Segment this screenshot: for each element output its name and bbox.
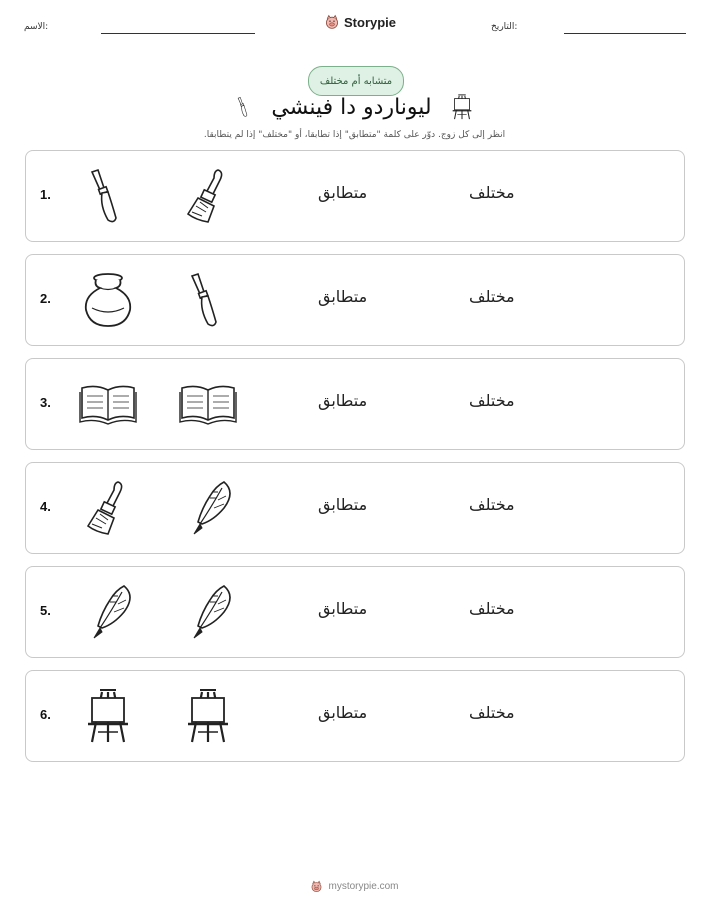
easel-icon: [448, 93, 476, 121]
name-label: الاسم:: [24, 22, 49, 32]
question-row: [25, 670, 685, 762]
same-option[interactable]: متطابق: [318, 183, 368, 202]
easel-icon: [78, 686, 138, 746]
different-option[interactable]: مختلف: [469, 599, 515, 618]
ink-pot-icon: [78, 270, 138, 330]
same-option[interactable]: متطابق: [318, 703, 368, 722]
date-line[interactable]: [564, 33, 686, 34]
question-row: [25, 254, 685, 346]
pig-mascot-icon: [310, 880, 323, 893]
quill-pen-icon: [78, 582, 138, 642]
open-book-icon: [178, 374, 238, 434]
brush-icon: [233, 90, 255, 124]
footer: [0, 880, 709, 893]
question-number: 4.: [40, 499, 51, 514]
question-number: 2.: [40, 291, 51, 306]
brand-logo: [324, 14, 396, 30]
question-number: 3.: [40, 395, 51, 410]
instructions: انظر إلى كل زوج. دوّر على كلمة "متطابق" إذا تطابقا، أو "مختلف" إذا لم يتطابقا.: [203, 130, 506, 140]
question-row: [25, 462, 685, 554]
easel-icon: [178, 686, 238, 746]
different-option[interactable]: مختلف: [469, 495, 515, 514]
different-option[interactable]: مختلف: [469, 703, 515, 722]
brand-name: Storypie: [344, 14, 397, 30]
different-option[interactable]: مختلف: [469, 287, 515, 306]
quill-pen-icon: [178, 582, 238, 642]
palette-knife-icon: [78, 166, 138, 226]
open-book-icon: [78, 374, 138, 434]
different-option[interactable]: مختلف: [469, 183, 515, 202]
date-label: التاريخ:: [491, 22, 518, 32]
pig-mascot-icon: [324, 14, 340, 30]
paintbrush-icon: [78, 478, 138, 538]
quill-pen-icon: [178, 478, 238, 538]
same-option[interactable]: متطابق: [318, 599, 368, 618]
name-line[interactable]: [101, 33, 255, 34]
question-row: [25, 358, 685, 450]
question-number: 5.: [40, 603, 51, 618]
footer-url: mystorypie.com: [328, 881, 399, 892]
question-row: [25, 566, 685, 658]
topic-badge: متشابه أم مختلف: [308, 66, 404, 96]
title-row: [0, 90, 709, 124]
same-option[interactable]: متطابق: [318, 391, 368, 410]
page-title: ليوناردو دا فينشي: [271, 94, 432, 120]
palette-knife-icon: [178, 270, 238, 330]
question-number: 6.: [40, 707, 51, 722]
different-option[interactable]: مختلف: [469, 391, 515, 410]
question-row: [25, 150, 685, 242]
same-option[interactable]: متطابق: [318, 287, 368, 306]
question-number: 1.: [40, 187, 51, 202]
same-option[interactable]: متطابق: [318, 495, 368, 514]
paintbrush-icon: [178, 166, 238, 226]
